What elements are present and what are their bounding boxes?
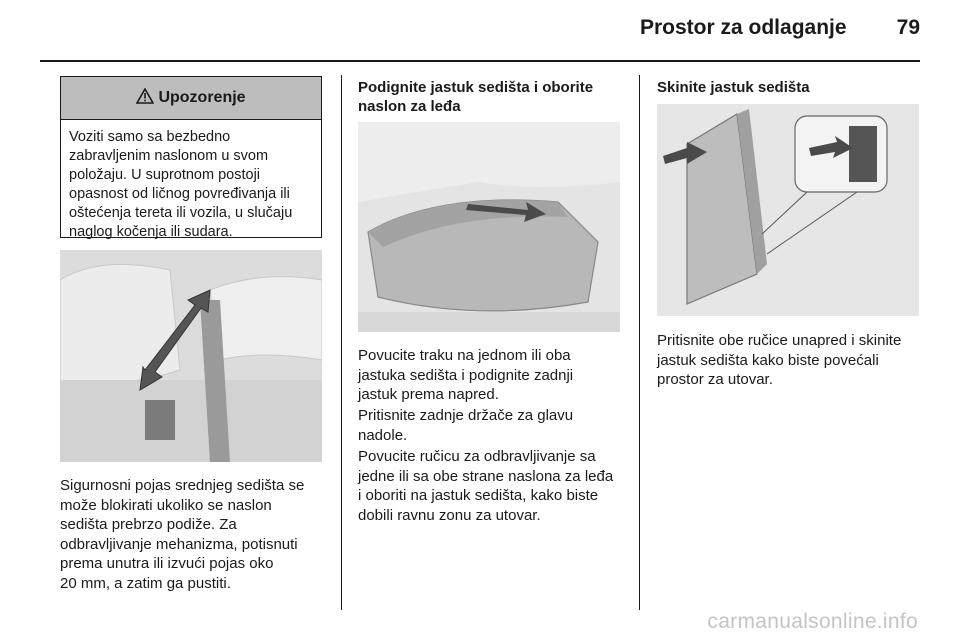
paragraph-pull-strap xyxy=(358,346,633,405)
warning-line: oštećenja tereta ili vozila, u slučaju xyxy=(69,205,293,221)
section-heading xyxy=(358,78,628,116)
remove-cushion-paragraph xyxy=(657,331,927,390)
seatbelt-paragraph xyxy=(60,476,330,593)
paragraph-release-lever xyxy=(358,447,633,525)
text-line: 20 mm, a zatim ga pustiti. xyxy=(60,574,231,592)
text-line: i oboriti na jastuk sedišta, kako biste xyxy=(358,487,599,504)
text-line: jastuk sedišta kako biste povećali xyxy=(657,351,879,369)
warning-triangle-icon xyxy=(136,88,154,109)
text-line: jastuk prema napred. xyxy=(358,386,499,403)
warning-title: Upozorenje xyxy=(158,89,246,106)
page-title: Prostor za odlaganje xyxy=(640,16,847,39)
column-divider xyxy=(341,75,342,610)
column-divider xyxy=(639,75,640,610)
heading-line: Podignite jastuk sedišta i oborite xyxy=(358,79,594,96)
text-line: odbravljivanje mehanizma, potisnuti xyxy=(60,535,298,553)
watermark: carmanualsonline.info xyxy=(707,610,918,633)
text-line: Pritisnite zadnje držače za glavu xyxy=(358,407,574,424)
warning-header xyxy=(61,77,321,120)
seatbelt-illustration xyxy=(60,250,322,462)
section-heading: Skinite jastuk sedišta xyxy=(657,79,810,96)
paragraph-headrests xyxy=(358,406,633,445)
warning-line: položaju. U suprotnom postoji xyxy=(69,167,261,183)
heading-line: naslon za leđa xyxy=(358,98,461,115)
text-line: jastuka sedišta i podignite zadnji xyxy=(358,366,574,384)
text-line: Povucite ručicu za odbravljivanje sa xyxy=(358,448,596,465)
seat-cushion-illustration xyxy=(358,122,620,332)
warning-line: Voziti samo sa bezbedno xyxy=(69,129,231,145)
warning-box xyxy=(60,76,322,238)
text-line: prema unutra ili izvući pojas oko xyxy=(60,555,274,572)
text-line: nadole. xyxy=(358,426,408,444)
text-line: Pritisnite obe ručice unapred i skinite xyxy=(657,332,902,349)
remove-cushion-illustration xyxy=(657,104,919,316)
page-number: 79 xyxy=(896,16,920,39)
text-line: može blokirati ukoliko se naslon xyxy=(60,496,272,514)
text-line: sedišta prebrzo podiže. Za xyxy=(60,516,237,533)
text-line: prostor za utovar. xyxy=(657,371,773,388)
text-line: Povucite traku na jednom ili oba xyxy=(358,347,571,364)
text-line: dobili ravnu zonu za utovar. xyxy=(358,506,541,524)
warning-text xyxy=(61,120,321,242)
warning-line: zabravljenim naslonom u svom xyxy=(69,148,269,164)
warning-line: naglog kočenja ili sudara. xyxy=(69,224,233,240)
warning-line: opasnost od ličnog povređivanja ili xyxy=(69,186,290,202)
header-divider xyxy=(40,60,920,62)
text-line: Sigurnosni pojas srednjeg sedišta se xyxy=(60,477,305,494)
text-line: jedne ili sa obe strane naslona za leđa xyxy=(358,467,614,485)
